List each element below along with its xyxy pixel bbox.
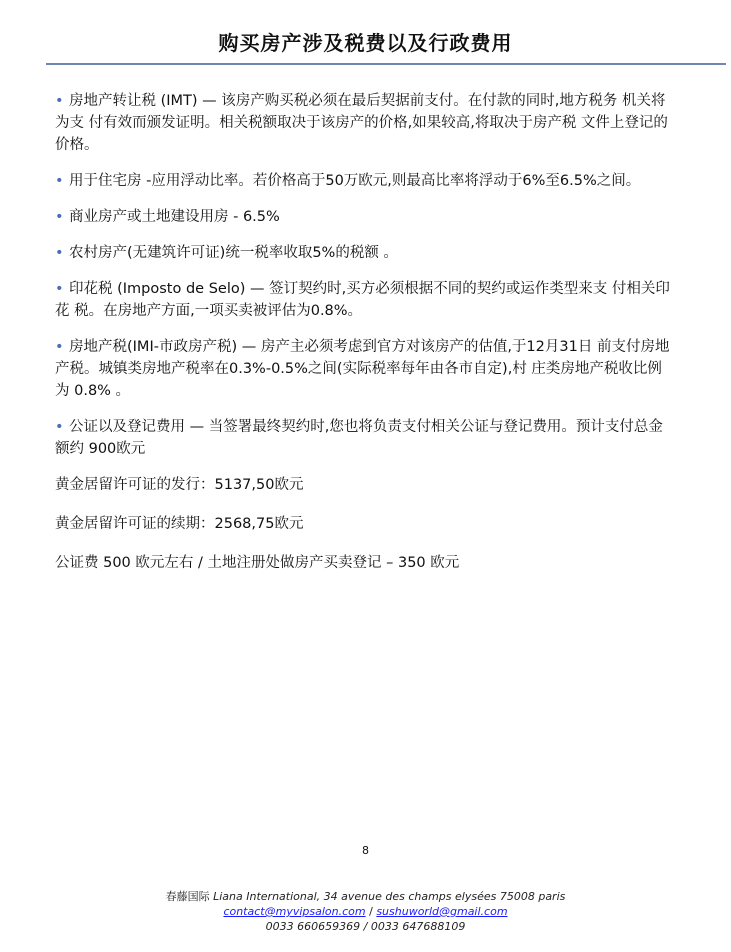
bullet-icon: • bbox=[55, 281, 64, 297]
bullet-icon: • bbox=[55, 245, 64, 261]
company-name: 春藤国际 bbox=[165, 890, 210, 903]
notary-registration-fees: 公证费 500 欧元左右 / 土地注册处做房产买卖登记 – 350 欧元 bbox=[55, 555, 460, 571]
email-link-contact[interactable]: contact@myvipsalon.com bbox=[223, 905, 366, 918]
title-divider bbox=[46, 63, 726, 65]
bullet-icon: • bbox=[55, 339, 64, 355]
main-content bbox=[55, 90, 675, 591]
paragraph-text: 房地产税(IMI-市政房产税) — 房产主必须考虑到官方对该房产的估值,于12月31日 前支付房地 产税。城镇类房地产税率在0.3%-0.5%之间(实际税率每年由各市自定),村 庄类房地产税收比例为 0.8% 。 bbox=[55, 339, 670, 399]
paragraph-text: 房地产转让税 (IMT) — 该房产购买税必须在最后契据前支付。在付款的同时,地方税务 机关将为支 付有效而颁发证明。相关税额取决于该房产的价格,如果较高,将取决于房产税 文件上登记的价格。 bbox=[55, 93, 668, 153]
company-address: Liana International, 34 avenue des champs elysées 75008 paris bbox=[213, 890, 566, 903]
golden-visa-issue-fee: 黄金居留许可证的发行：5137,50欧元 bbox=[55, 477, 304, 493]
page-number: 8 bbox=[362, 844, 369, 857]
footer-address-line bbox=[0, 889, 731, 904]
bullet-icon: • bbox=[55, 173, 64, 189]
paragraph-text: 农村房产(无建筑许可证)统一税率收取5%的税额 。 bbox=[69, 245, 398, 261]
bullet-icon: • bbox=[55, 209, 64, 225]
paragraph-text: 公证以及登记费用 — 当签署最终契约时,您也将负责支付相关公证与登记费用。预计支付总金额约 900欧元 bbox=[55, 419, 663, 457]
bullet-icon: • bbox=[55, 93, 64, 109]
paragraph-text: 商业房产或土地建设用房 - 6.5% bbox=[69, 209, 280, 225]
footer-email-line bbox=[0, 904, 731, 919]
paragraph-stamp-duty bbox=[55, 278, 675, 322]
paragraph-notary bbox=[55, 416, 675, 460]
golden-visa-renewal-fee: 黄金居留许可证的续期：2568,75欧元 bbox=[55, 516, 304, 532]
paragraph-residential bbox=[55, 170, 675, 192]
footer bbox=[0, 889, 731, 934]
paragraph-imt bbox=[55, 90, 675, 156]
paragraph-text: 用于住宅房 -应用浮动比率。若价格高于50万欧元,则最高比率将浮动于6%至6.5%之间。 bbox=[69, 173, 641, 189]
paragraph-imi bbox=[55, 336, 675, 402]
page-title: 购买房产涉及税费以及行政费用 bbox=[218, 31, 513, 55]
paragraph-text: 印花税 (Imposto de Selo) — 签订契约时,买方必须根据不同的契约或运作类型来支 付相关印花 税。在房地产方面,一项买卖被评估为0.8%。 bbox=[55, 281, 670, 319]
footer-phones: 0033 660659369 / 0033 647688109 bbox=[265, 920, 466, 933]
email-separator: / bbox=[369, 905, 373, 918]
paragraph-commercial bbox=[55, 206, 675, 228]
email-link-sushuworld[interactable]: sushuworld@gmail.com bbox=[376, 905, 508, 918]
paragraph-rural bbox=[55, 242, 675, 264]
bullet-icon: • bbox=[55, 419, 64, 435]
